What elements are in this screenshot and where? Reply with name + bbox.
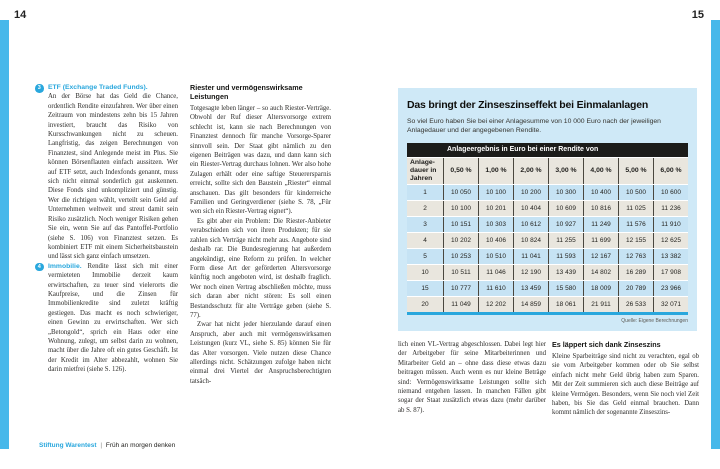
item-number-badge: 4 xyxy=(35,263,44,272)
value-cell: 10 612 xyxy=(513,217,548,232)
value-cell: 11 041 xyxy=(513,249,548,264)
value-cell: 23 966 xyxy=(653,281,688,296)
value-cell: 10 927 xyxy=(548,217,583,232)
value-cell: 10 300 xyxy=(548,185,583,200)
value-cell: 12 155 xyxy=(618,233,653,248)
years-cell: 2 xyxy=(407,201,443,216)
value-cell: 10 510 xyxy=(478,249,513,264)
value-cell: 32 071 xyxy=(653,297,688,312)
value-cell: 10 253 xyxy=(443,249,478,264)
value-cell: 10 406 xyxy=(478,233,513,248)
right-page-column-1 xyxy=(398,340,546,415)
value-cell: 11 699 xyxy=(583,233,618,248)
value-cell: 11 046 xyxy=(478,265,513,280)
value-cell: 10 100 xyxy=(478,185,513,200)
value-cell: 10 500 xyxy=(618,185,653,200)
percent-header-cell: 6,00 % xyxy=(653,158,688,184)
section-heading-riester: Riester und vermögenswirksame Leistungen xyxy=(190,83,303,101)
page-number-left: 14 xyxy=(14,9,27,21)
years-cell: 10 xyxy=(407,265,443,280)
chapter-tab-left xyxy=(0,20,9,449)
footer-book-title: Früh an morgen denken xyxy=(105,442,176,449)
value-cell: 10 400 xyxy=(583,185,618,200)
percent-header-cell: 2,00 % xyxy=(513,158,548,184)
infobox-subtitle: So viel Euro haben Sie bei einer Anlagesumme von 10 000 Euro nach der jeweiligen Anlagedauer und der angegebenen Rendite. xyxy=(407,118,661,134)
paragraph: Es gibt aber ein Problem: Die Riester-Anbieter verabschieden sich von ihren Produkten; für sie zahlen sich Verträge nicht mehr aus. Angebote sind deshalb rar. Die Bundesregierung hat außerdem angekündigt, eine Reform zu prüfen. In welcher Form diese Art der geförderten Altersvorsorge künftig noch angeboten wird, ist deshalb fraglich. Wer noch einen Vertrag abschließen möchte, muss sich daran aber nicht stören: Es soll einen Bestandsschutz für alte Verträge geben (siehe S. 77). xyxy=(190,217,331,319)
value-cell: 10 151 xyxy=(443,217,478,232)
years-cell: 5 xyxy=(407,249,443,264)
table-source-note: Quelle: Eigene Berechnungen xyxy=(621,318,688,324)
value-cell: 10 200 xyxy=(513,185,548,200)
item-title-immobilie: Immobilie. xyxy=(48,262,82,270)
paragraph: lich einen VL-Vertrag abgeschlossen. Dabei legt hier der Arbeitgeber für seine Mitarbeiterinnen und Mitarbeiter Geld an – ohne dass diese etwas dazu beitragen müssen. Auch wenn es nur kleine Beträge sind: Vermögenswirksame Leistungen sollte sich niemand entgehen lassen. In manchen Fällen gibt sogar der Staat zusätzlich etwas dazu (mehr darüber ab S. 87). xyxy=(398,341,546,414)
value-cell: 12 167 xyxy=(583,249,618,264)
value-cell: 10 511 xyxy=(443,265,478,280)
value-cell: 11 576 xyxy=(618,217,653,232)
table-rowhead-label: Anlage-dauer in Jahren xyxy=(407,158,443,184)
infobox-title: Das bringt der Zinseszinseffekt bei Einmalanlagen xyxy=(407,99,649,111)
value-cell: 11 249 xyxy=(583,217,618,232)
value-cell: 11 910 xyxy=(653,217,688,232)
paragraph: Totgesagte leben länger – so auch Riester-Verträge. Obwohl der Ruf dieser Altersvorsorge extrem schlecht ist, kann sie nach Berechnungen von Finanztest dennoch für manche Vorsorge-Sparer sinnvoll sein. Der Staat gibt nämlich zu den eigenen Beiträgen was dazu, und dann kann sich ein Riester-Vertrag durchaus lohnen. Wer also hohe Zulagen erhält oder eine saftige Steuerersparnis erreicht, sollte sich den Baustein „Riester“ einmal anschauen. Das gilt besonders für kinderreiche Familien und Geringverdiener (siehe S. 78, „Für wen sich ein Riester-Vertrag eignet“). xyxy=(190,105,331,216)
value-cell: 13 439 xyxy=(548,265,583,280)
right-page-column-2 xyxy=(552,340,699,418)
value-cell: 14 802 xyxy=(583,265,618,280)
value-cell: 11 236 xyxy=(653,201,688,216)
value-cell: 13 459 xyxy=(513,281,548,296)
book-footer xyxy=(39,442,175,449)
value-cell: 10 824 xyxy=(513,233,548,248)
years-cell: 15 xyxy=(407,281,443,296)
value-cell: 26 533 xyxy=(618,297,653,312)
value-cell: 18 009 xyxy=(583,281,618,296)
paragraph: Kleine Sparbeiträge sind nicht zu verachten, egal ob sie vom Arbeitgeber kommen oder ob Sie selbst einfach nicht mehr Geld übrig haben zum Sparen. Mit der Zeit summieren sich auch diese Beiträge auf kleine Vermögen. Besonders, wenn Sie noch viel Zeit haben, bis Sie das Geld einmal brauchen. Dann kommt nämlich der sogenannte Zinseszins- xyxy=(552,353,699,417)
value-cell: 20 789 xyxy=(618,281,653,296)
value-cell: 10 816 xyxy=(583,201,618,216)
value-cell: 16 289 xyxy=(618,265,653,280)
table-corner-cell xyxy=(407,143,443,157)
value-cell: 14 859 xyxy=(513,297,548,312)
value-cell: 12 763 xyxy=(618,249,653,264)
chapter-tab-right xyxy=(711,20,720,449)
value-cell: 15 580 xyxy=(548,281,583,296)
footer-brand: Stiftung Warentest xyxy=(39,442,97,449)
years-cell: 3 xyxy=(407,217,443,232)
value-cell: 21 911 xyxy=(583,297,618,312)
value-cell: 12 625 xyxy=(653,233,688,248)
section-heading-zinseszins: Es läppert sich dank Zinseszins xyxy=(552,340,661,349)
compound-interest-table xyxy=(407,143,688,312)
item-title-etf: ETF (Exchange Traded Funds). xyxy=(48,84,148,91)
value-cell: 11 255 xyxy=(548,233,583,248)
value-cell: 10 404 xyxy=(513,201,548,216)
value-cell: 11 610 xyxy=(478,281,513,296)
value-cell: 10 303 xyxy=(478,217,513,232)
value-cell: 10 100 xyxy=(443,201,478,216)
value-cell: 10 609 xyxy=(548,201,583,216)
percent-header-cell: 1,00 % xyxy=(478,158,513,184)
years-cell: 1 xyxy=(407,185,443,200)
percent-header-cell: 5,00 % xyxy=(618,158,653,184)
numbered-item-etf xyxy=(35,83,178,262)
item-number-badge: 3 xyxy=(35,84,44,93)
left-page-column-1 xyxy=(35,83,178,375)
value-cell: 10 050 xyxy=(443,185,478,200)
zinseszins-infobox xyxy=(398,88,697,331)
item-text-etf: An der Börse hat das Geld die Chance, ordentlich Rendite einzufahren. Wer über einen Zeitraum von mindestens zehn bis 15 Jahren investiert, braucht das Risiko von Kursschwankungen nicht zu scheuen. Langfristig, das zeigen Berechnungen von Finanztest, sind Anlegende meist im Plus. Sie können Börsenflauten einfach aussitzen. Wer auf ETF setzt, auch Indexfonds genannt, muss sich nicht einmal sonderlich gut auskennen. Diese Fonds sind unkompliziert und günstig. Wer die richtigen wählt, verteilt sein Geld auf Unternehmen weltweit und streut damit sein Risiko zusätzlich. Noch weniger Risiken gehen Sie ein, wenn Sie auf das Pantoffel-Portfolio (siehe S. 106) von Finanztest setzen. Es kombiniert ETF mit einem Sicherheitsbaustein und lässt sich ganz einfach umsetzen. xyxy=(48,93,178,261)
value-cell: 11 593 xyxy=(548,249,583,264)
value-cell: 10 777 xyxy=(443,281,478,296)
value-cell: 12 190 xyxy=(513,265,548,280)
table-bottom-rule xyxy=(407,312,688,315)
value-cell: 10 202 xyxy=(443,233,478,248)
years-cell: 20 xyxy=(407,297,443,312)
footer-separator: | xyxy=(100,442,103,449)
percent-header-cell: 4,00 % xyxy=(583,158,618,184)
percent-header-cell: 3,00 % xyxy=(548,158,583,184)
years-cell: 4 xyxy=(407,233,443,248)
value-cell: 13 382 xyxy=(653,249,688,264)
value-cell: 11 049 xyxy=(443,297,478,312)
value-cell: 17 908 xyxy=(653,265,688,280)
table-span-header: Anlageergebnis in Euro bei einer Rendite von xyxy=(443,143,688,157)
left-page-column-2 xyxy=(190,83,331,386)
numbered-item-immobilie xyxy=(35,262,178,375)
value-cell: 10 600 xyxy=(653,185,688,200)
page-number-right: 15 xyxy=(691,9,704,21)
value-cell: 18 061 xyxy=(548,297,583,312)
value-cell: 11 025 xyxy=(618,201,653,216)
value-cell: 12 202 xyxy=(478,297,513,312)
item-text-immobilie: Rendite lässt sich mit einer vermieteten Immobilie derzeit kaum erwirtschaften, zu teuer sind vielerorts die Kaufpreise, und die Zinsen für Immobilienkredite sind zuletzt kräftig gestiegen. Das macht es noch schwieriger, einen Gewinn zu erwirtschaften. Wer sich „Betongold“, sprich ein Haus oder eine Wohnung, zulegt, um selbst darin zu wohnen, macht über die Jahre oft ein gutes Geschäft. Ist der Kredit im Alter abbezahlt, wohnen Sie darin mietfrei (siehe S. 126). xyxy=(48,262,179,374)
percent-header-cell: 0,50 % xyxy=(443,158,478,184)
value-cell: 10 201 xyxy=(478,201,513,216)
paragraph: Zwar hat nicht jeder hierzulande darauf einen Anspruch, aber auch mit vermögenswirksamen Leistungen (kurz VL, siehe S. 85) können Sie für das Alter vorsorgen. Viele nutzen diese Chance allerdings nicht. Schätzungen zufolge haben nicht einmal drei Viertel der Anspruchsberechtigten tatsäch- xyxy=(190,321,331,385)
